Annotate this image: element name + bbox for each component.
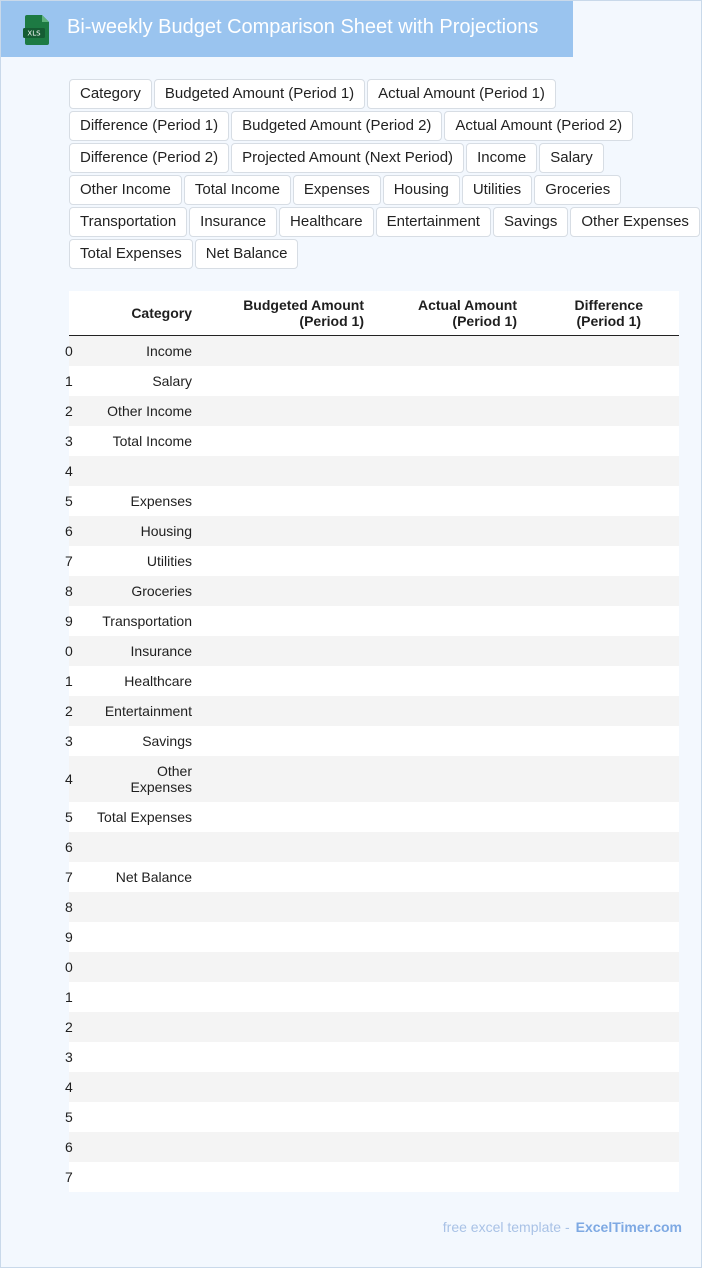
row-index-label: 4: [65, 1079, 73, 1095]
header-category[interactable]: [77, 291, 192, 336]
header-difference-line2: (Period 1): [576, 313, 642, 329]
actual-cell[interactable]: [364, 1132, 517, 1162]
column-tag-list: [69, 79, 701, 269]
header-difference-label: [575, 297, 643, 329]
table-row: [69, 426, 679, 456]
category-cell[interactable]: Other Expenses: [77, 756, 192, 802]
column-tag[interactable]: Transportation: [69, 207, 187, 237]
actual-cell[interactable]: [364, 1162, 517, 1192]
category-cell[interactable]: Transportation: [77, 606, 192, 636]
difference-cell[interactable]: [517, 696, 679, 726]
row-index: [65, 982, 77, 1012]
column-tag[interactable]: Income: [466, 143, 537, 173]
budgeted-cell[interactable]: [192, 982, 364, 1012]
row-index-label: 4: [65, 463, 73, 479]
actual-cell[interactable]: [364, 696, 517, 726]
category-cell[interactable]: [77, 952, 192, 982]
row-index: [65, 892, 77, 922]
page-title: Bi-weekly Budget Comparison Sheet with Projections: [67, 16, 539, 38]
column-tag[interactable]: Difference (Period 2): [69, 143, 229, 173]
actual-cell[interactable]: [364, 456, 517, 486]
budgeted-cell[interactable]: [192, 636, 364, 666]
difference-cell[interactable]: [517, 832, 679, 862]
excel-file-icon: [23, 15, 51, 45]
row-index: [65, 922, 77, 952]
table-row: [69, 636, 679, 666]
table-row: [69, 1132, 679, 1162]
budgeted-cell[interactable]: [192, 396, 364, 426]
column-tag[interactable]: Actual Amount (Period 1): [367, 79, 556, 109]
row-index: [65, 636, 77, 666]
actual-cell[interactable]: [364, 366, 517, 396]
actual-cell[interactable]: [364, 862, 517, 892]
column-tag[interactable]: Actual Amount (Period 2): [444, 111, 633, 141]
category-cell[interactable]: [77, 456, 192, 486]
table-row: [69, 802, 679, 832]
footer-brand-link[interactable]: ExcelTimer.com: [575, 1219, 682, 1235]
column-tag[interactable]: Difference (Period 1): [69, 111, 229, 141]
difference-cell[interactable]: [517, 336, 679, 367]
difference-cell[interactable]: [517, 1012, 679, 1042]
row-index: [65, 546, 77, 576]
row-index-label: 1: [65, 373, 73, 389]
row-index-label: 6: [65, 1139, 73, 1155]
table-row: [69, 982, 679, 1012]
category-cell[interactable]: Net Balance: [77, 862, 192, 892]
difference-cell[interactable]: [517, 802, 679, 832]
table-row: [69, 1042, 679, 1072]
row-index-label: 2: [65, 1019, 73, 1035]
category-cell[interactable]: [77, 1102, 192, 1132]
category-cell[interactable]: Utilities: [77, 546, 192, 576]
table-row: [69, 1162, 679, 1192]
category-cell[interactable]: Salary: [77, 366, 192, 396]
row-index-label: 3: [65, 433, 73, 449]
header-difference-period-1[interactable]: [517, 291, 679, 336]
table-row: [69, 546, 679, 576]
row-index: [65, 1072, 77, 1102]
category-cell[interactable]: Income: [77, 336, 192, 367]
actual-cell[interactable]: [364, 726, 517, 756]
category-cell[interactable]: [77, 1042, 192, 1072]
column-tag[interactable]: Budgeted Amount (Period 1): [154, 79, 365, 109]
budgeted-cell[interactable]: [192, 426, 364, 456]
table-row: [69, 726, 679, 756]
difference-cell[interactable]: [517, 516, 679, 546]
table-row: [69, 396, 679, 426]
budgeted-cell[interactable]: [192, 1162, 364, 1192]
difference-cell[interactable]: [517, 486, 679, 516]
row-index-label: 9: [65, 613, 73, 629]
table-row: [69, 366, 679, 396]
actual-cell[interactable]: [364, 1042, 517, 1072]
column-tag[interactable]: Total Income: [184, 175, 291, 205]
category-cell[interactable]: [77, 832, 192, 862]
row-index-label: 8: [65, 583, 73, 599]
header-index: [69, 291, 77, 336]
header-budgeted-period-1[interactable]: [192, 291, 364, 336]
table-row: [69, 516, 679, 546]
budgeted-cell[interactable]: [192, 336, 364, 367]
row-index: [65, 486, 77, 516]
row-index-label: 0: [65, 343, 73, 359]
row-index: [65, 666, 77, 696]
row-index: [65, 696, 77, 726]
table-row: [69, 756, 679, 802]
header-category-label: Category: [131, 305, 192, 321]
header-actual-line2: (Period 1): [452, 313, 517, 329]
budgeted-cell[interactable]: [192, 892, 364, 922]
budgeted-cell[interactable]: [192, 802, 364, 832]
row-index: [65, 396, 77, 426]
category-cell[interactable]: Healthcare: [77, 666, 192, 696]
row-index: [65, 1012, 77, 1042]
actual-cell[interactable]: [364, 756, 517, 802]
budget-table: [65, 291, 679, 1192]
row-index: [65, 756, 77, 802]
category-cell[interactable]: [77, 922, 192, 952]
row-index-label: 1: [65, 989, 73, 1005]
actual-cell[interactable]: [364, 832, 517, 862]
row-index: [65, 862, 77, 892]
row-index: [65, 1162, 77, 1192]
column-tag[interactable]: Insurance: [189, 207, 277, 237]
budgeted-cell[interactable]: [192, 832, 364, 862]
table-row: [69, 696, 679, 726]
svg-text:XLS: XLS: [27, 29, 41, 38]
category-cell[interactable]: [77, 1072, 192, 1102]
row-index-label: 1: [65, 673, 73, 689]
footer-credit: [443, 1219, 682, 1235]
difference-cell[interactable]: [517, 1162, 679, 1192]
row-index: [65, 426, 77, 456]
budgeted-cell[interactable]: [192, 756, 364, 802]
column-tag[interactable]: Other Income: [69, 175, 182, 205]
category-cell[interactable]: Insurance: [77, 636, 192, 666]
row-index-label: 9: [65, 929, 73, 945]
title-bar: [1, 1, 573, 57]
row-index-label: 3: [65, 733, 73, 749]
row-index: [65, 1132, 77, 1162]
difference-cell[interactable]: [517, 726, 679, 756]
budgeted-cell[interactable]: [192, 696, 364, 726]
column-tag[interactable]: Salary: [539, 143, 604, 173]
row-index: [65, 1102, 77, 1132]
row-index-label: 3: [65, 1049, 73, 1065]
category-cell[interactable]: Expenses: [77, 486, 192, 516]
difference-cell[interactable]: [517, 756, 679, 802]
budgeted-cell[interactable]: [192, 1042, 364, 1072]
row-index: [65, 336, 77, 367]
actual-cell[interactable]: [364, 922, 517, 952]
budgeted-cell[interactable]: [192, 606, 364, 636]
header-budgeted-line2: (Period 1): [299, 313, 364, 329]
table-row: [69, 952, 679, 982]
difference-cell[interactable]: [517, 1102, 679, 1132]
difference-cell[interactable]: [517, 456, 679, 486]
budgeted-cell[interactable]: [192, 952, 364, 982]
difference-cell[interactable]: [517, 1042, 679, 1072]
actual-cell[interactable]: [364, 426, 517, 456]
difference-cell[interactable]: [517, 666, 679, 696]
actual-cell[interactable]: [364, 892, 517, 922]
row-index-label: 4: [65, 771, 73, 787]
difference-cell[interactable]: [517, 366, 679, 396]
table-row: [69, 922, 679, 952]
budgeted-cell[interactable]: [192, 486, 364, 516]
column-tag[interactable]: Projected Amount (Next Period): [231, 143, 464, 173]
difference-cell[interactable]: [517, 576, 679, 606]
row-index: [65, 516, 77, 546]
budgeted-cell[interactable]: [192, 666, 364, 696]
difference-cell[interactable]: [517, 982, 679, 1012]
difference-cell[interactable]: [517, 426, 679, 456]
row-index-label: 0: [65, 643, 73, 659]
difference-cell[interactable]: [517, 922, 679, 952]
header-budgeted-line1: Budgeted Amount: [243, 297, 364, 313]
row-index-label: 5: [65, 1109, 73, 1125]
difference-cell[interactable]: [517, 636, 679, 666]
row-index: [65, 366, 77, 396]
row-index-label: 8: [65, 899, 73, 915]
row-index: [65, 832, 77, 862]
table-row: [69, 862, 679, 892]
category-cell[interactable]: [77, 982, 192, 1012]
budgeted-cell[interactable]: [192, 862, 364, 892]
table-row: [69, 832, 679, 862]
category-cell[interactable]: Groceries: [77, 576, 192, 606]
budgeted-cell[interactable]: [192, 1012, 364, 1042]
column-tag[interactable]: Total Expenses: [69, 239, 193, 269]
row-index: [65, 952, 77, 982]
row-index-label: 2: [65, 403, 73, 419]
difference-cell[interactable]: [517, 1072, 679, 1102]
table-row: [69, 576, 679, 606]
actual-cell[interactable]: [364, 336, 517, 367]
table-row: [69, 456, 679, 486]
category-cell[interactable]: [77, 892, 192, 922]
budgeted-cell[interactable]: [192, 366, 364, 396]
column-tag[interactable]: Category: [69, 79, 152, 109]
category-cell[interactable]: Other Income: [77, 396, 192, 426]
column-tag[interactable]: Net Balance: [195, 239, 299, 269]
column-tag[interactable]: Expenses: [293, 175, 381, 205]
row-index: [65, 606, 77, 636]
header-difference-line1: Difference: [574, 297, 643, 313]
row-index-label: 0: [65, 959, 73, 975]
table-row: [69, 666, 679, 696]
row-index-label: 2: [65, 703, 73, 719]
difference-cell[interactable]: [517, 892, 679, 922]
difference-cell[interactable]: [517, 1132, 679, 1162]
table-row: [69, 606, 679, 636]
header-actual-line1: Actual Amount: [417, 297, 517, 313]
header-actual-label: [418, 297, 517, 329]
row-index: [65, 1042, 77, 1072]
category-cell[interactable]: [77, 1132, 192, 1162]
table-row: [69, 1072, 679, 1102]
actual-cell[interactable]: [364, 1102, 517, 1132]
difference-cell[interactable]: [517, 546, 679, 576]
budgeted-cell[interactable]: [192, 1102, 364, 1132]
header-actual-period-1[interactable]: [364, 291, 517, 336]
actual-cell[interactable]: [364, 952, 517, 982]
difference-cell[interactable]: [517, 396, 679, 426]
actual-cell[interactable]: [364, 546, 517, 576]
row-index-label: 7: [65, 869, 73, 885]
table-row: [69, 486, 679, 516]
table-row: [69, 336, 679, 367]
column-tag[interactable]: Healthcare: [279, 207, 374, 237]
category-cell[interactable]: [77, 1162, 192, 1192]
row-index: [65, 456, 77, 486]
row-index: [65, 802, 77, 832]
column-tag[interactable]: Groceries: [534, 175, 621, 205]
budget-table-container: [65, 291, 679, 1192]
actual-cell[interactable]: [364, 666, 517, 696]
footer-text: free excel template -: [442, 1219, 570, 1235]
header-budgeted-label: [243, 297, 364, 329]
difference-cell[interactable]: [517, 952, 679, 982]
budgeted-cell[interactable]: [192, 922, 364, 952]
actual-cell[interactable]: [364, 636, 517, 666]
actual-cell[interactable]: [364, 516, 517, 546]
table-header-row: [69, 291, 679, 336]
actual-cell[interactable]: [364, 576, 517, 606]
category-cell[interactable]: Total Expenses: [77, 802, 192, 832]
category-cell[interactable]: Total Income: [77, 426, 192, 456]
budgeted-cell[interactable]: [192, 576, 364, 606]
row-index-label: 7: [65, 1169, 73, 1185]
column-tag[interactable]: Utilities: [462, 175, 532, 205]
category-cell[interactable]: Savings: [77, 726, 192, 756]
table-body: [65, 336, 679, 1193]
column-tag[interactable]: Housing: [383, 175, 460, 205]
actual-cell[interactable]: [364, 982, 517, 1012]
table-row: [69, 1012, 679, 1042]
column-tag[interactable]: Budgeted Amount (Period 2): [231, 111, 442, 141]
budgeted-cell[interactable]: [192, 546, 364, 576]
row-index: [65, 726, 77, 756]
actual-cell[interactable]: [364, 802, 517, 832]
row-index-label: 6: [65, 839, 73, 855]
category-cell[interactable]: Entertainment: [77, 696, 192, 726]
table-row: [69, 1102, 679, 1132]
column-tag[interactable]: Entertainment: [376, 207, 491, 237]
budgeted-cell[interactable]: [192, 1132, 364, 1162]
budgeted-cell[interactable]: [192, 456, 364, 486]
row-index: [65, 576, 77, 606]
category-cell[interactable]: Housing: [77, 516, 192, 546]
row-index-label: 5: [65, 493, 73, 509]
column-tag[interactable]: Savings: [493, 207, 568, 237]
row-index-label: 5: [65, 809, 73, 825]
row-index-label: 6: [65, 523, 73, 539]
budgeted-cell[interactable]: [192, 1072, 364, 1102]
column-tag[interactable]: Other Expenses: [570, 207, 700, 237]
actual-cell[interactable]: [364, 1072, 517, 1102]
budgeted-cell[interactable]: [192, 516, 364, 546]
row-index-label: 7: [65, 553, 73, 569]
difference-cell[interactable]: [517, 606, 679, 636]
actual-cell[interactable]: [364, 396, 517, 426]
budgeted-cell[interactable]: [192, 726, 364, 756]
table-row: [69, 892, 679, 922]
category-cell[interactable]: [77, 1012, 192, 1042]
actual-cell[interactable]: [364, 606, 517, 636]
actual-cell[interactable]: [364, 1012, 517, 1042]
difference-cell[interactable]: [517, 862, 679, 892]
actual-cell[interactable]: [364, 486, 517, 516]
